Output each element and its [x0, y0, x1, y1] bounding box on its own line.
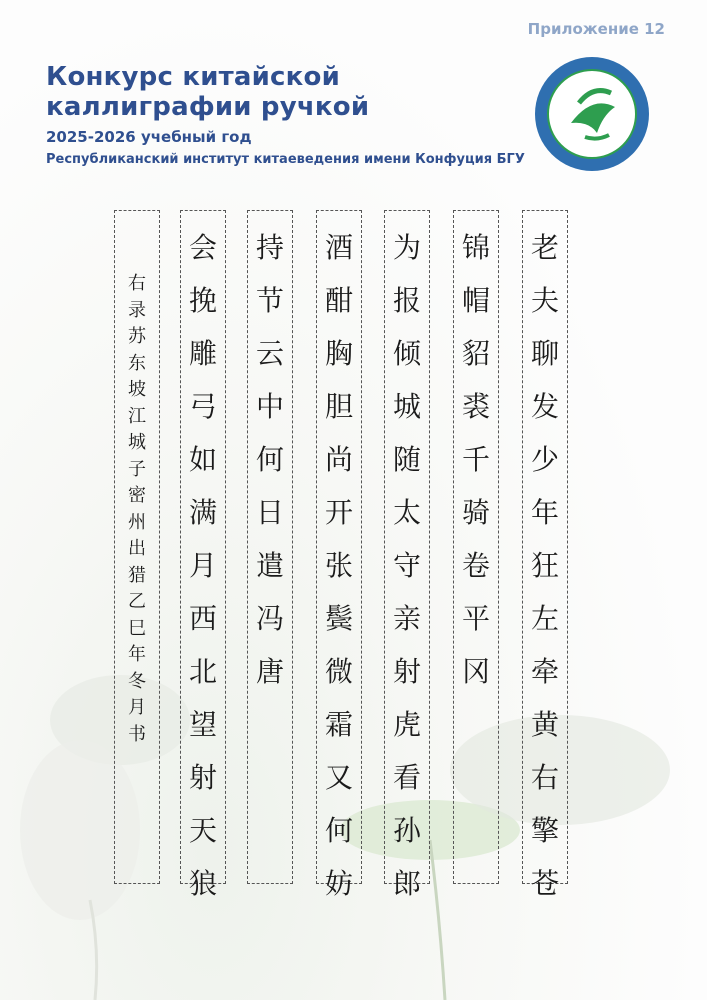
character: 看 — [392, 761, 421, 794]
character: 聊 — [530, 337, 559, 370]
character: 北 — [188, 655, 217, 688]
character: 为 — [392, 231, 421, 264]
poem-column-2 — [453, 210, 499, 884]
character: 狂 — [530, 549, 559, 582]
character: 发 — [530, 390, 559, 423]
character: 牵 — [530, 655, 559, 688]
character: 张 — [324, 549, 353, 582]
character: 尚 — [324, 443, 353, 476]
character: 西 — [188, 602, 217, 635]
character: 骑 — [461, 496, 490, 529]
character: 守 — [392, 549, 421, 582]
character: 虎 — [392, 708, 421, 741]
character: 望 — [188, 708, 217, 741]
character: 右 — [530, 761, 559, 794]
character: 月 — [188, 549, 217, 582]
character: 冈 — [461, 655, 490, 688]
character: 天 — [188, 814, 217, 847]
character: 猎 — [128, 564, 146, 586]
poem-column-1 — [522, 210, 568, 900]
character: 少 — [530, 443, 559, 476]
character: 持 — [255, 231, 284, 264]
signature-column — [114, 210, 160, 884]
character: 擎 — [530, 814, 559, 847]
character: 苍 — [530, 867, 559, 900]
character: 满 — [188, 496, 217, 529]
confucius-institute-logo — [533, 55, 651, 173]
character: 年 — [530, 496, 559, 529]
character: 胆 — [324, 390, 353, 423]
character: 州 — [128, 511, 146, 533]
character: 黄 — [530, 708, 559, 741]
character: 倾 — [392, 337, 421, 370]
character: 冬 — [128, 670, 146, 692]
poem-column-4 — [316, 210, 362, 900]
character: 右 — [128, 273, 146, 294]
character: 平 — [461, 602, 490, 635]
character: 锦 — [461, 231, 490, 264]
character: 老 — [530, 231, 559, 264]
character: 遣 — [255, 549, 284, 582]
page-title: Конкурс китайской каллиграфии ручкой — [46, 62, 370, 122]
character: 坡 — [128, 379, 146, 400]
character: 节 — [255, 284, 284, 317]
character: 东 — [128, 352, 146, 374]
character: 城 — [392, 390, 421, 423]
character: 何 — [255, 443, 284, 476]
character: 录 — [128, 299, 146, 321]
character: 夫 — [530, 284, 559, 317]
character: 会 — [188, 231, 217, 264]
character: 报 — [392, 284, 421, 317]
character: 乙 — [128, 591, 146, 612]
character: 密 — [128, 485, 146, 506]
character: 微 — [324, 655, 353, 688]
character: 冯 — [255, 602, 284, 635]
poem-column-6 — [180, 210, 226, 900]
character: 霜 — [324, 708, 353, 741]
character: 书 — [128, 723, 146, 745]
character: 何 — [324, 814, 353, 847]
character: 帽 — [461, 284, 490, 317]
character: 如 — [188, 443, 217, 476]
character: 射 — [392, 655, 421, 688]
character: 江 — [128, 405, 146, 427]
character: 酣 — [324, 284, 353, 317]
character: 郎 — [392, 867, 421, 900]
character: 鬓 — [324, 602, 353, 635]
character: 貂 — [461, 337, 490, 370]
character: 射 — [188, 761, 217, 794]
poem-column-3 — [384, 210, 430, 900]
character: 孙 — [392, 814, 421, 847]
character: 雕 — [188, 337, 217, 370]
character: 狼 — [188, 867, 217, 900]
character: 弓 — [188, 390, 217, 423]
character: 月 — [128, 697, 146, 718]
character: 子 — [128, 458, 146, 480]
character: 酒 — [324, 231, 353, 264]
poem-column-5 — [247, 210, 293, 884]
character: 又 — [324, 761, 353, 794]
appendix-label: Приложение 12 — [527, 20, 665, 38]
character: 妨 — [324, 867, 353, 900]
character: 巳 — [128, 617, 146, 639]
character: 胸 — [324, 337, 353, 370]
character: 挽 — [188, 284, 217, 317]
character: 太 — [392, 496, 421, 529]
character: 裘 — [461, 390, 490, 423]
character: 亲 — [392, 602, 421, 635]
character: 千 — [461, 443, 490, 476]
character: 左 — [530, 602, 559, 635]
character: 出 — [128, 538, 146, 559]
academic-year: 2025-2026 учебный год — [46, 128, 252, 146]
character: 随 — [392, 443, 421, 476]
character: 苏 — [128, 326, 146, 347]
character: 卷 — [461, 549, 490, 582]
institute-name: Республиканский институт китаеведения имени Конфуция БГУ — [46, 152, 525, 167]
character: 日 — [255, 496, 284, 529]
character: 年 — [128, 644, 146, 665]
character: 中 — [255, 390, 284, 423]
character: 云 — [255, 337, 284, 370]
character: 开 — [324, 496, 353, 529]
character: 城 — [128, 432, 146, 453]
character: 唐 — [255, 655, 284, 688]
